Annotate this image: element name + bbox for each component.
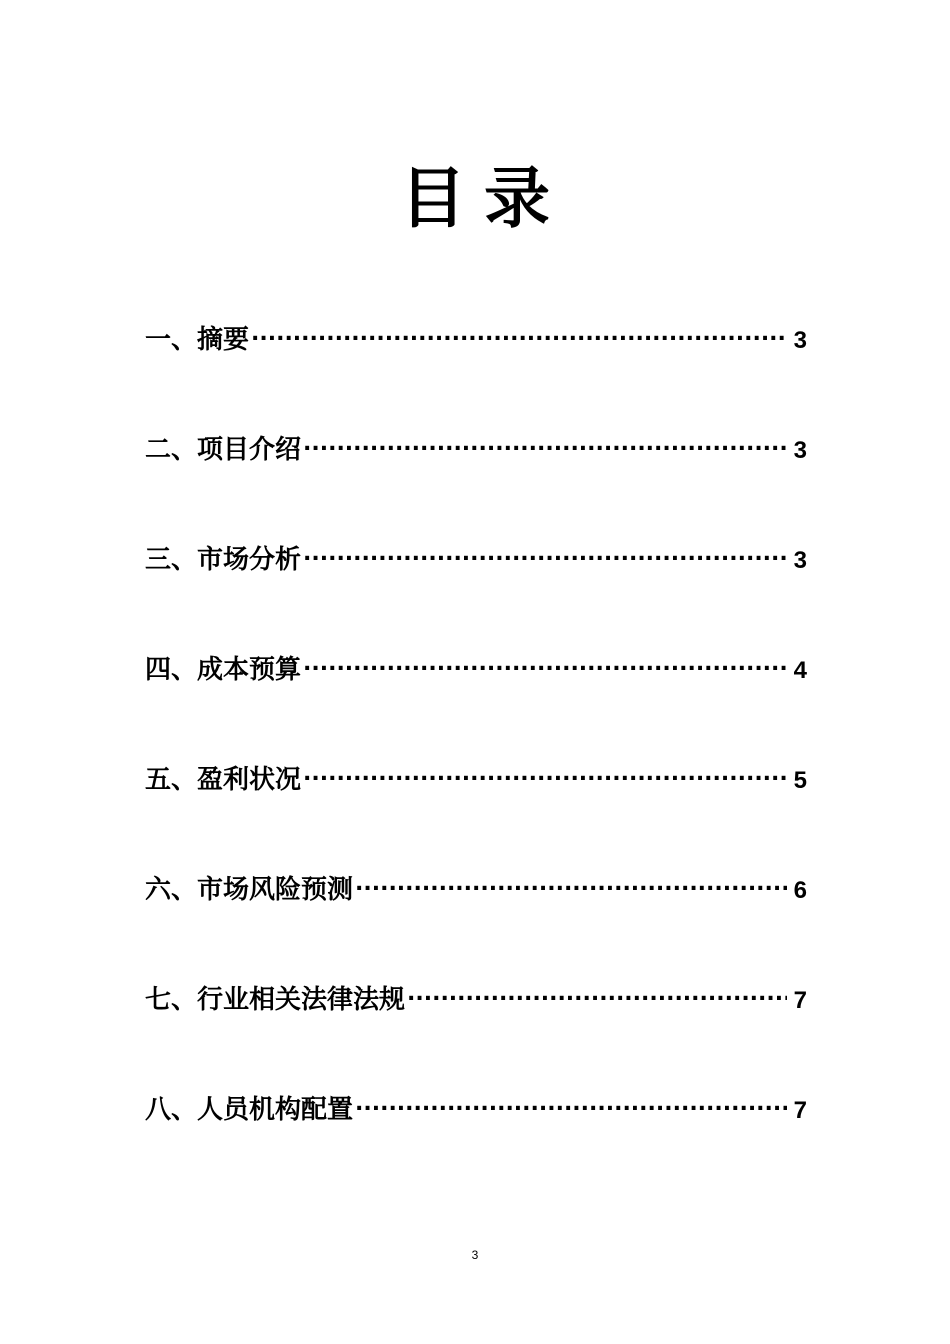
toc-dot-leader (303, 758, 787, 788)
toc-entry-label: 八、人员机构配置 (145, 1095, 354, 1125)
toc-dot-leader (251, 318, 787, 348)
toc-entry-page: 5 (793, 767, 807, 794)
toc-dot-leader (303, 428, 787, 458)
toc-entry[interactable] (145, 428, 807, 538)
toc-entry[interactable] (145, 1088, 807, 1198)
toc-entry[interactable] (145, 868, 807, 978)
toc-entry-page: 6 (793, 877, 807, 904)
toc-entry-label: 五、盈利状况 (145, 765, 302, 795)
toc-dot-leader (407, 978, 787, 1008)
footer-page-number: 3 (471, 1248, 479, 1262)
toc-entry-page: 7 (793, 987, 807, 1014)
toc-title: 目录 (400, 159, 568, 237)
toc-entry[interactable] (145, 538, 807, 648)
toc-entry-label: 三、市场分析 (145, 545, 302, 575)
toc-entry[interactable] (145, 318, 807, 428)
toc-entry-page: 7 (793, 1097, 807, 1124)
toc-dot-leader (355, 868, 787, 898)
toc-entry-label: 二、项目介绍 (145, 435, 302, 465)
toc-entry-page: 4 (793, 657, 807, 684)
toc-entry[interactable] (145, 758, 807, 868)
toc-entry-label: 四、成本预算 (145, 655, 302, 685)
toc-dot-leader (303, 648, 787, 678)
toc-dot-leader (355, 1088, 787, 1118)
toc-entry[interactable] (145, 978, 807, 1088)
toc-entry[interactable] (145, 648, 807, 758)
toc-entry-page: 3 (793, 327, 807, 354)
toc-dot-leader (303, 538, 787, 568)
toc-entry-label: 七、行业相关法律法规 (145, 985, 406, 1015)
toc-entry-page: 3 (793, 547, 807, 574)
toc-entry-label: 六、市场风险预测 (145, 875, 354, 905)
toc-entry-page: 3 (793, 437, 807, 464)
toc-entry-label: 一、摘要 (145, 325, 250, 355)
table-of-contents (145, 318, 807, 1198)
